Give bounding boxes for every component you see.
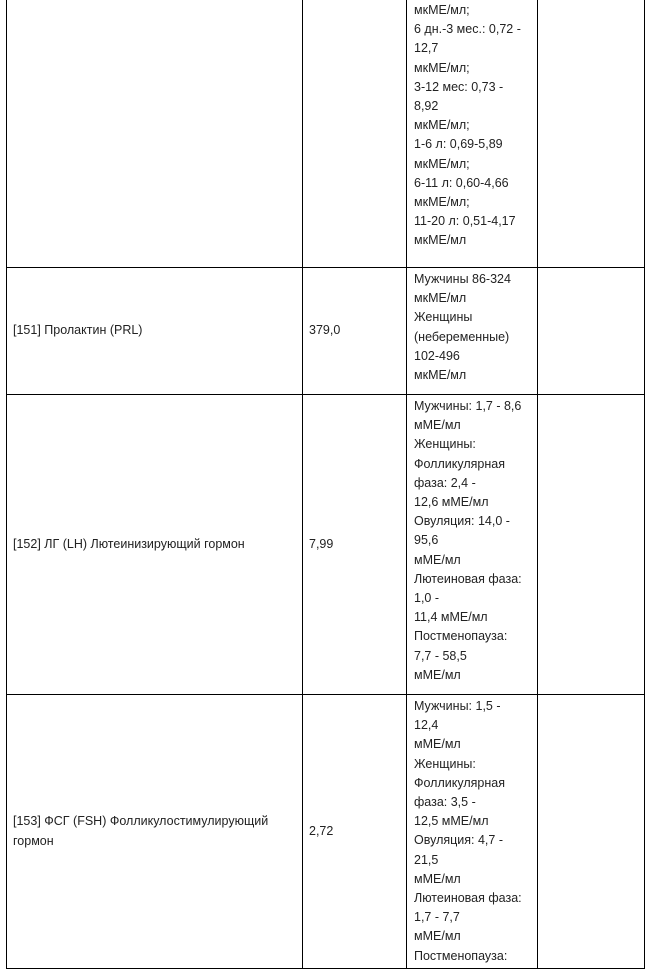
reference-line: 21,5 xyxy=(414,852,439,867)
reference-line: мМЕ/мл xyxy=(414,552,461,567)
note-cell xyxy=(538,695,645,969)
reference-line: Лютеиновая фаза: xyxy=(414,891,522,906)
reference-range-cell xyxy=(407,395,538,695)
table-row xyxy=(7,695,645,969)
reference-line: мкМЕ/мл; xyxy=(414,60,470,75)
reference-line: мМЕ/мл xyxy=(414,737,461,752)
reference-line: 1,7 - 7,7 xyxy=(414,910,460,925)
reference-line: мМЕ/мл xyxy=(414,667,461,682)
table-row xyxy=(7,0,645,268)
reference-line: мкМЕ/мл; xyxy=(414,3,470,17)
reference-line: 12,6 мМЕ/мл xyxy=(414,495,489,510)
table-row xyxy=(7,268,645,395)
reference-line: мкМЕ/мл; xyxy=(414,156,470,171)
table-row xyxy=(7,395,645,695)
reference-line: 1,0 - xyxy=(414,591,440,606)
reference-range-cell xyxy=(407,268,538,395)
reference-line: фаза: 3,5 - xyxy=(414,795,476,810)
test-name-cell xyxy=(7,395,303,695)
reference-line: Мужчины 86-324 xyxy=(414,272,511,286)
reference-line: 3-12 мес: 0,73 - xyxy=(414,79,504,94)
result-cell xyxy=(303,395,407,695)
reference-line: 7,7 - 58,5 xyxy=(414,648,467,663)
reference-line: 12,7 xyxy=(414,41,439,56)
test-name: [153] ФСГ (FSH) Фолликулостимулирующий гормон xyxy=(13,814,269,848)
reference-line: 6 дн.-3 мес.: 0,72 - xyxy=(414,22,521,37)
reference-range-cell xyxy=(407,0,538,268)
reference-line: 102-496 xyxy=(414,348,460,363)
reference-line: мкМЕ/мл; xyxy=(414,195,470,210)
result-cell xyxy=(303,695,407,969)
reference-line: Лютеиновая фаза: xyxy=(414,571,522,586)
lab-results-table xyxy=(6,0,645,969)
reference-line: мкМЕ/мл xyxy=(414,368,467,383)
reference-line: 95,6 xyxy=(414,533,439,548)
reference-line: Овуляция: 14,0 - xyxy=(414,514,510,529)
reference-line: 12,4 xyxy=(414,718,439,733)
result-cell xyxy=(303,268,407,395)
test-name: [151] Пролактин (PRL) xyxy=(13,323,143,338)
reference-line: мМЕ/мл xyxy=(414,871,461,886)
result-cell xyxy=(303,0,407,268)
result-value: 2,72 xyxy=(309,823,334,838)
reference-line: (небеременные) xyxy=(414,329,510,344)
reference-line: Постменопауза: xyxy=(414,629,508,644)
reference-line: Фолликулярная xyxy=(414,456,505,471)
reference-line: 12,5 мМЕ/мл xyxy=(414,814,489,829)
result-value: 379,0 xyxy=(309,323,341,338)
reference-line: мкМЕ/мл xyxy=(414,291,467,306)
reference-line: 1-6 л: 0,69-5,89 xyxy=(414,137,503,152)
reference-line: 11-20 л: 0,51-4,17 xyxy=(414,214,516,229)
reference-line: 8,92 xyxy=(414,99,439,114)
test-name-cell xyxy=(7,695,303,969)
reference-line: 6-11 л: 0,60-4,66 xyxy=(414,175,509,190)
reference-line: фаза: 2,4 - xyxy=(414,475,476,490)
test-name-cell xyxy=(7,268,303,395)
reference-line: мкМЕ/мл; xyxy=(414,118,470,133)
reference-line: мМЕ/мл xyxy=(414,929,461,944)
note-cell xyxy=(538,268,645,395)
reference-line: Фолликулярная xyxy=(414,775,505,790)
reference-range-cell xyxy=(407,695,538,969)
note-cell xyxy=(538,0,645,268)
result-value: 7,99 xyxy=(309,536,334,551)
reference-line: Постменопауза: xyxy=(414,948,508,963)
test-name-cell xyxy=(7,0,303,268)
reference-line: 11,4 мМЕ/мл xyxy=(414,610,488,625)
reference-line: Мужчины: 1,5 - xyxy=(414,699,501,713)
note-cell xyxy=(538,395,645,695)
reference-line: Женщины: xyxy=(414,437,476,452)
reference-line: мМЕ/мл xyxy=(414,418,461,433)
reference-line: Женщины xyxy=(414,310,473,325)
test-name: [152] ЛГ (LH) Лютеинизирующий гормон xyxy=(13,536,245,551)
reference-line: Мужчины: 1,7 - 8,6 xyxy=(414,399,522,413)
reference-line: Женщины: xyxy=(414,756,476,771)
reference-line: мкМЕ/мл xyxy=(414,233,467,248)
reference-line: Овуляция: 4,7 - xyxy=(414,833,503,848)
